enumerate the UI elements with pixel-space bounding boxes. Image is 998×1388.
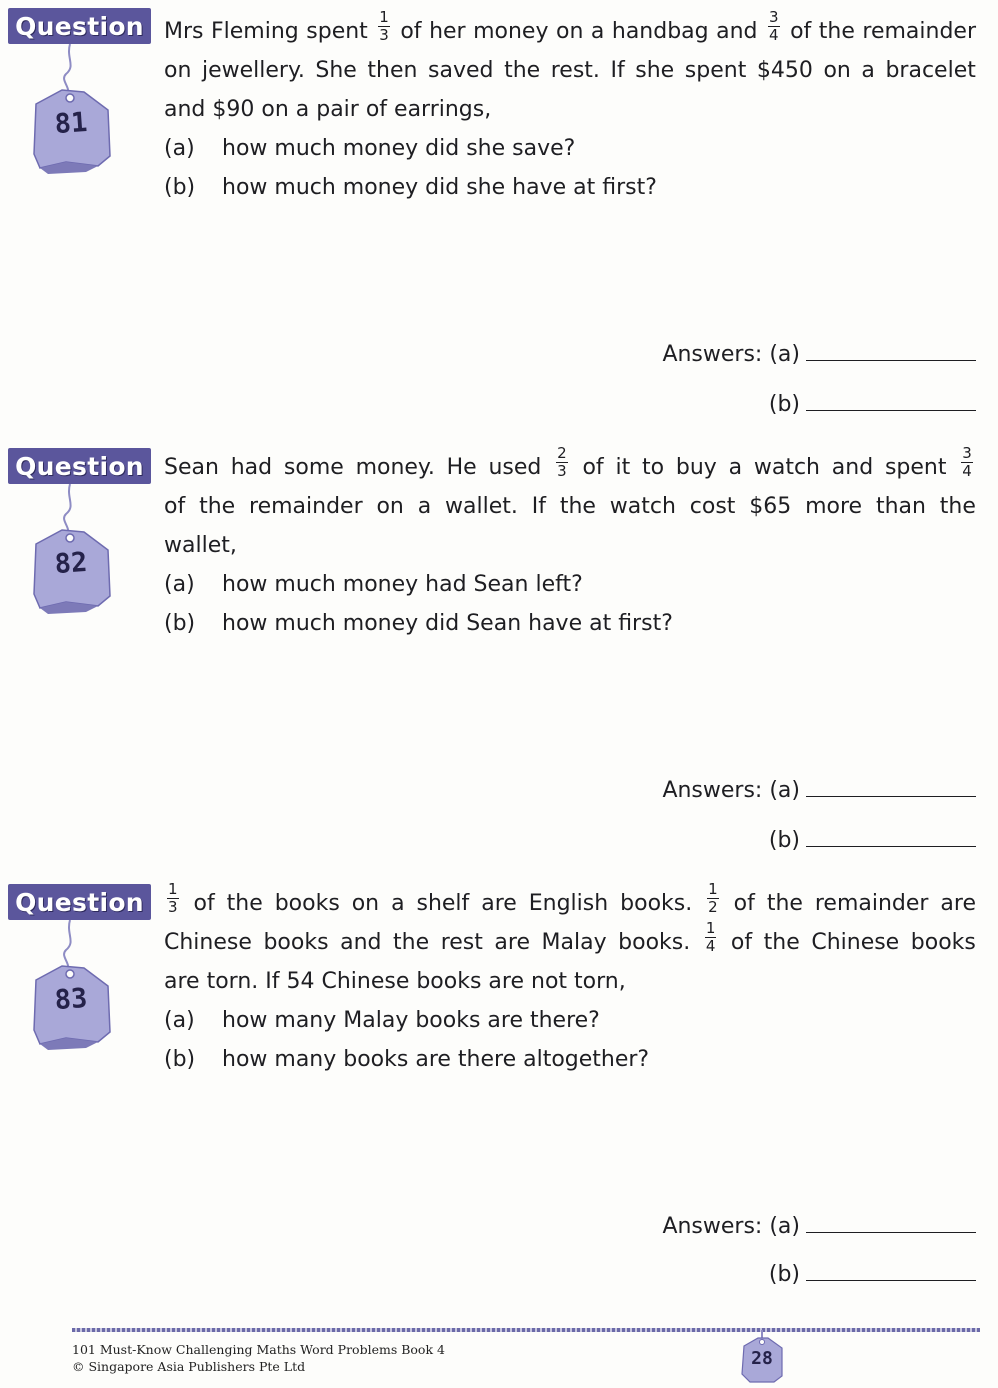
sub-question-b xyxy=(164,168,976,207)
fraction-denominator: 3 xyxy=(168,898,178,916)
footer xyxy=(72,1341,445,1375)
word: the xyxy=(766,891,803,916)
sub-question-label: (a) xyxy=(164,136,195,161)
word: the xyxy=(939,494,976,519)
word: and xyxy=(716,19,758,44)
answer-b-blank[interactable] xyxy=(806,846,976,847)
word: of xyxy=(733,891,755,916)
word: buy xyxy=(675,455,717,480)
answer-a-row xyxy=(662,342,976,367)
word: some xyxy=(283,455,344,480)
word: shelf xyxy=(416,891,470,916)
word: are xyxy=(481,891,517,916)
question-tab: Question xyxy=(8,884,151,920)
word: wallet. xyxy=(445,494,518,519)
footer-book-title: 101 Must-Know Challenging Maths Word Problems Book 4 xyxy=(72,1342,445,1357)
word: saved xyxy=(428,58,494,83)
sub-question-a xyxy=(164,565,976,604)
footer-divider xyxy=(72,1328,980,1332)
fraction-denominator: 3 xyxy=(379,26,389,44)
page-number-tag xyxy=(738,1330,786,1384)
answer-b-blank[interactable] xyxy=(806,410,976,411)
word: had xyxy=(230,455,273,480)
question-text xyxy=(164,880,976,1079)
word: a xyxy=(861,58,875,83)
word: rest. xyxy=(550,58,600,83)
sub-question-text: how many books are there altogether? xyxy=(222,1047,650,1072)
word: she xyxy=(635,58,675,83)
fraction xyxy=(705,921,717,960)
sub-question-text: how much money did Sean have at first? xyxy=(222,611,673,636)
word: are xyxy=(940,891,976,916)
word: on xyxy=(351,891,380,916)
answer-b-label: (b) xyxy=(768,828,800,853)
footer-copyright: © Singapore Asia Publishers Pte Ltd xyxy=(72,1359,306,1374)
sub-question-label: (b) xyxy=(164,611,196,636)
word: Malay xyxy=(541,930,607,955)
question-number: 81 xyxy=(53,106,89,141)
question-number-tag xyxy=(26,920,116,1070)
sub-question-text: how much money did she have at first? xyxy=(222,175,657,200)
word: are xyxy=(494,930,530,955)
word: of xyxy=(582,455,604,480)
sub-question-label: (a) xyxy=(164,572,195,597)
word: If xyxy=(610,58,625,83)
word: of xyxy=(400,19,422,44)
word: the xyxy=(199,494,236,519)
word: If xyxy=(531,494,546,519)
answer-a-row xyxy=(662,778,976,803)
question-line-2 xyxy=(164,487,976,526)
question-line-1 xyxy=(164,880,976,923)
word: her xyxy=(429,19,466,44)
fraction-numerator: 3 xyxy=(769,8,779,26)
word: spent xyxy=(684,58,747,83)
word: She xyxy=(315,58,357,83)
answer-a-blank[interactable] xyxy=(806,796,976,797)
word: of xyxy=(790,19,812,44)
word: $450 xyxy=(756,58,813,83)
word: of xyxy=(164,494,186,519)
fraction-denominator: 4 xyxy=(705,937,716,955)
fraction xyxy=(707,882,719,921)
word: Fleming xyxy=(211,19,299,44)
word: He xyxy=(446,455,477,480)
word: used xyxy=(488,455,542,480)
word: books xyxy=(274,891,340,916)
fraction-numerator: 1 xyxy=(705,919,716,937)
word: the xyxy=(763,930,800,955)
word: the xyxy=(559,494,596,519)
fraction-denominator: 2 xyxy=(708,898,718,916)
sub-question-label: (b) xyxy=(164,175,196,200)
word: a xyxy=(728,455,743,480)
word: the xyxy=(226,891,263,916)
word: to xyxy=(642,455,665,480)
answer-a-label: (a) xyxy=(769,778,800,803)
word: English xyxy=(528,891,609,916)
word: than xyxy=(875,494,926,519)
answers-label: Answers: xyxy=(662,342,763,367)
word: books xyxy=(910,930,976,955)
sub-question-label: (b) xyxy=(164,1047,196,1072)
question-line-2 xyxy=(164,51,976,90)
question-number: 83 xyxy=(53,982,89,1017)
word: on xyxy=(164,58,192,83)
fraction xyxy=(378,10,390,49)
word: jewellery. xyxy=(201,58,305,83)
answer-a-blank[interactable] xyxy=(806,1232,976,1233)
word: Chinese xyxy=(164,930,252,955)
word: books. xyxy=(618,930,691,955)
answer-b-row xyxy=(769,1262,976,1287)
question-number-tag xyxy=(26,484,116,634)
question-line-3: and $90 on a pair of earrings, xyxy=(164,97,492,122)
fraction-denominator: 3 xyxy=(557,462,567,480)
word: the xyxy=(393,930,430,955)
word: spent xyxy=(306,19,368,44)
word: on xyxy=(376,494,404,519)
fraction xyxy=(556,446,568,485)
word: bracelet xyxy=(885,58,976,83)
word: and xyxy=(340,930,382,955)
word: handbag xyxy=(611,19,709,44)
word: cost xyxy=(689,494,736,519)
word: on xyxy=(555,19,584,44)
word: remainder xyxy=(814,891,929,916)
question-line-2 xyxy=(164,919,976,962)
fraction xyxy=(961,446,973,485)
question-text xyxy=(164,8,976,207)
answer-b-row xyxy=(769,828,976,853)
word: of xyxy=(193,891,215,916)
word: books. xyxy=(620,891,693,916)
word: watch xyxy=(753,455,820,480)
word: a xyxy=(417,494,432,519)
fraction-numerator: 1 xyxy=(379,8,389,26)
fraction-numerator: 2 xyxy=(557,444,567,462)
sub-question-a xyxy=(164,1001,976,1040)
question-line-3: wallet, xyxy=(164,533,237,558)
sub-question-b xyxy=(164,1040,976,1079)
word: on xyxy=(823,58,851,83)
answer-a-label: (a) xyxy=(769,1214,800,1239)
word: Chinese xyxy=(811,930,900,955)
question-tab: Question xyxy=(8,448,151,484)
answer-b-blank[interactable] xyxy=(806,1280,976,1281)
word: remainder xyxy=(249,494,363,519)
question-line-1 xyxy=(164,8,976,51)
sub-question-a xyxy=(164,129,976,168)
sub-question-text: how much money did she save? xyxy=(222,136,576,161)
fraction-denominator: 4 xyxy=(769,26,779,44)
page-number: 28 xyxy=(751,1348,773,1369)
sub-question-b xyxy=(164,604,976,643)
answer-a-blank[interactable] xyxy=(806,360,976,361)
fraction-denominator: 4 xyxy=(962,462,972,480)
word: Sean xyxy=(164,455,219,480)
answer-b-label: (b) xyxy=(768,1262,800,1287)
answer-a-label: (a) xyxy=(769,342,800,367)
question-line-1 xyxy=(164,444,976,487)
word: remainder xyxy=(862,19,976,44)
word: $65 xyxy=(749,494,792,519)
question-text xyxy=(164,444,976,643)
word: watch xyxy=(609,494,676,519)
answers-label: Answers: xyxy=(662,1214,763,1239)
word: and xyxy=(831,455,874,480)
sub-question-text: how much money had Sean left? xyxy=(222,572,583,597)
fraction xyxy=(167,882,179,921)
answer-b-label: (b) xyxy=(768,392,800,417)
word: a xyxy=(391,891,405,916)
word: money xyxy=(473,19,549,44)
word: money. xyxy=(355,455,435,480)
fraction-numerator: 1 xyxy=(168,880,178,898)
question-number: 82 xyxy=(53,546,89,581)
word: then xyxy=(367,58,418,83)
answer-b-row xyxy=(769,392,976,417)
word: the xyxy=(504,58,541,83)
question-tab: Question xyxy=(8,8,151,44)
answers-label: Answers: xyxy=(662,778,763,803)
word: spent xyxy=(884,455,947,480)
word: a xyxy=(590,19,605,44)
word: it xyxy=(615,455,631,480)
word: Mrs xyxy=(164,19,204,44)
word: rest xyxy=(440,930,483,955)
sub-question-text: how many Malay books are there? xyxy=(222,1008,600,1033)
fraction-numerator: 3 xyxy=(962,444,972,462)
word: the xyxy=(818,19,855,44)
fraction xyxy=(768,10,780,49)
question-line-3: are torn. If 54 Chinese books are not torn, xyxy=(164,969,626,994)
answer-a-row xyxy=(662,1214,976,1239)
question-number-tag xyxy=(26,44,116,194)
fraction-numerator: 1 xyxy=(708,880,718,898)
word: books xyxy=(263,930,329,955)
sub-question-label: (a) xyxy=(164,1008,195,1033)
word: more xyxy=(805,494,863,519)
word: of xyxy=(730,930,753,955)
